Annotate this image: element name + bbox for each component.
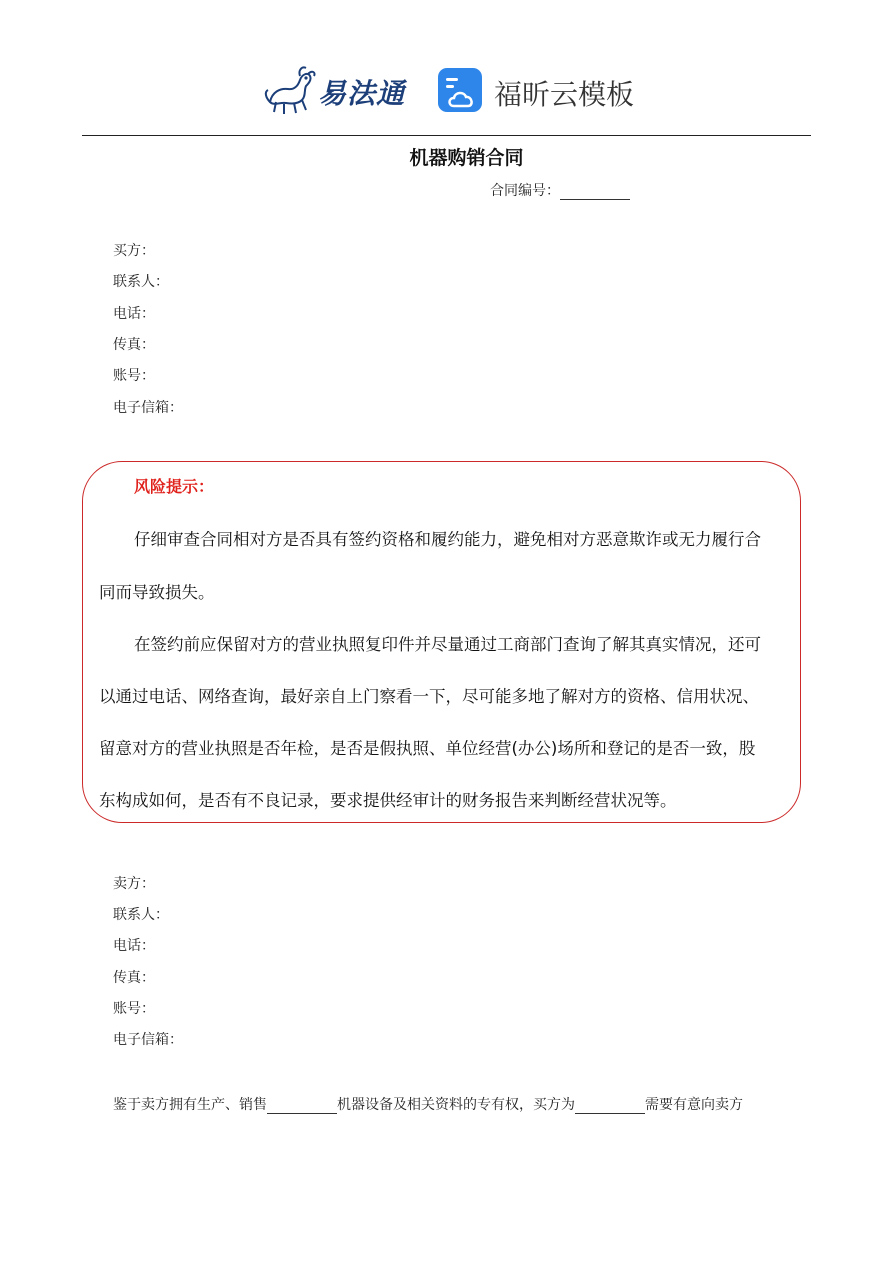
product-blank xyxy=(267,1099,337,1114)
buyer-phone: 电话： xyxy=(113,306,155,322)
recital-part-2: 机器设备及相关资料的专有权，买方为 xyxy=(337,1097,575,1113)
buyer-contact: 联系人： xyxy=(113,274,169,290)
contract-number xyxy=(490,180,630,200)
recital-paragraph xyxy=(113,1094,743,1114)
seller-phone: 电话： xyxy=(113,938,155,954)
seller-fax: 传真： xyxy=(113,970,155,986)
recital-part-3: 需要有意向卖方 xyxy=(645,1097,743,1113)
seller-account: 账号： xyxy=(113,1001,155,1017)
risk-line: 以通过电话、网络查询，最好亲自上门察看一下，尽可能多地了解对方的资格、信用状况、 xyxy=(99,687,759,706)
qilin-icon xyxy=(262,62,318,118)
risk-line: 同而导致损失。 xyxy=(99,583,215,602)
risk-warning-title: 风险提示： xyxy=(134,477,215,496)
buyer-fax: 传真： xyxy=(113,337,155,353)
document-title: 机器购销合同 xyxy=(409,147,524,169)
seller-contact: 联系人： xyxy=(113,907,169,923)
contract-number-label: 合同编号： xyxy=(490,183,560,199)
buyer-account: 账号： xyxy=(113,368,155,384)
risk-line: 在签约前应保留对方的营业执照复印件并尽量通过工商部门查询了解其真实情况，还可 xyxy=(134,635,761,654)
risk-line: 东构成如何，是否有不良记录，要求提供经审计的财务报告来判断经营状况等。 xyxy=(99,791,677,810)
recital-part-1: 鉴于卖方拥有生产、销售 xyxy=(113,1097,267,1113)
risk-line: 仔细审查合同相对方是否具有签约资格和履约能力，避免相对方恶意欺诈或无力履行合 xyxy=(134,530,761,549)
yifatong-logo xyxy=(262,62,412,118)
risk-line: 留意对方的营业执照是否年检，是否是假执照、单位经营(办公)场所和登记的是否一致，股 xyxy=(99,739,756,758)
buyer-email: 电子信箱： xyxy=(113,400,183,416)
seller-email: 电子信箱： xyxy=(113,1032,183,1048)
header-logos xyxy=(0,58,893,128)
buyer-role: 买方： xyxy=(113,243,155,259)
cloud-document-icon xyxy=(436,66,484,114)
foxit-logo-text: 福昕云模板 xyxy=(494,78,635,111)
header-divider xyxy=(82,135,811,136)
purpose-blank xyxy=(575,1099,645,1114)
seller-role: 卖方： xyxy=(113,876,155,892)
contract-number-blank xyxy=(560,185,630,200)
yifatong-logo-text: 易法通 xyxy=(318,77,406,110)
foxit-cloud-template-logo xyxy=(436,66,636,118)
